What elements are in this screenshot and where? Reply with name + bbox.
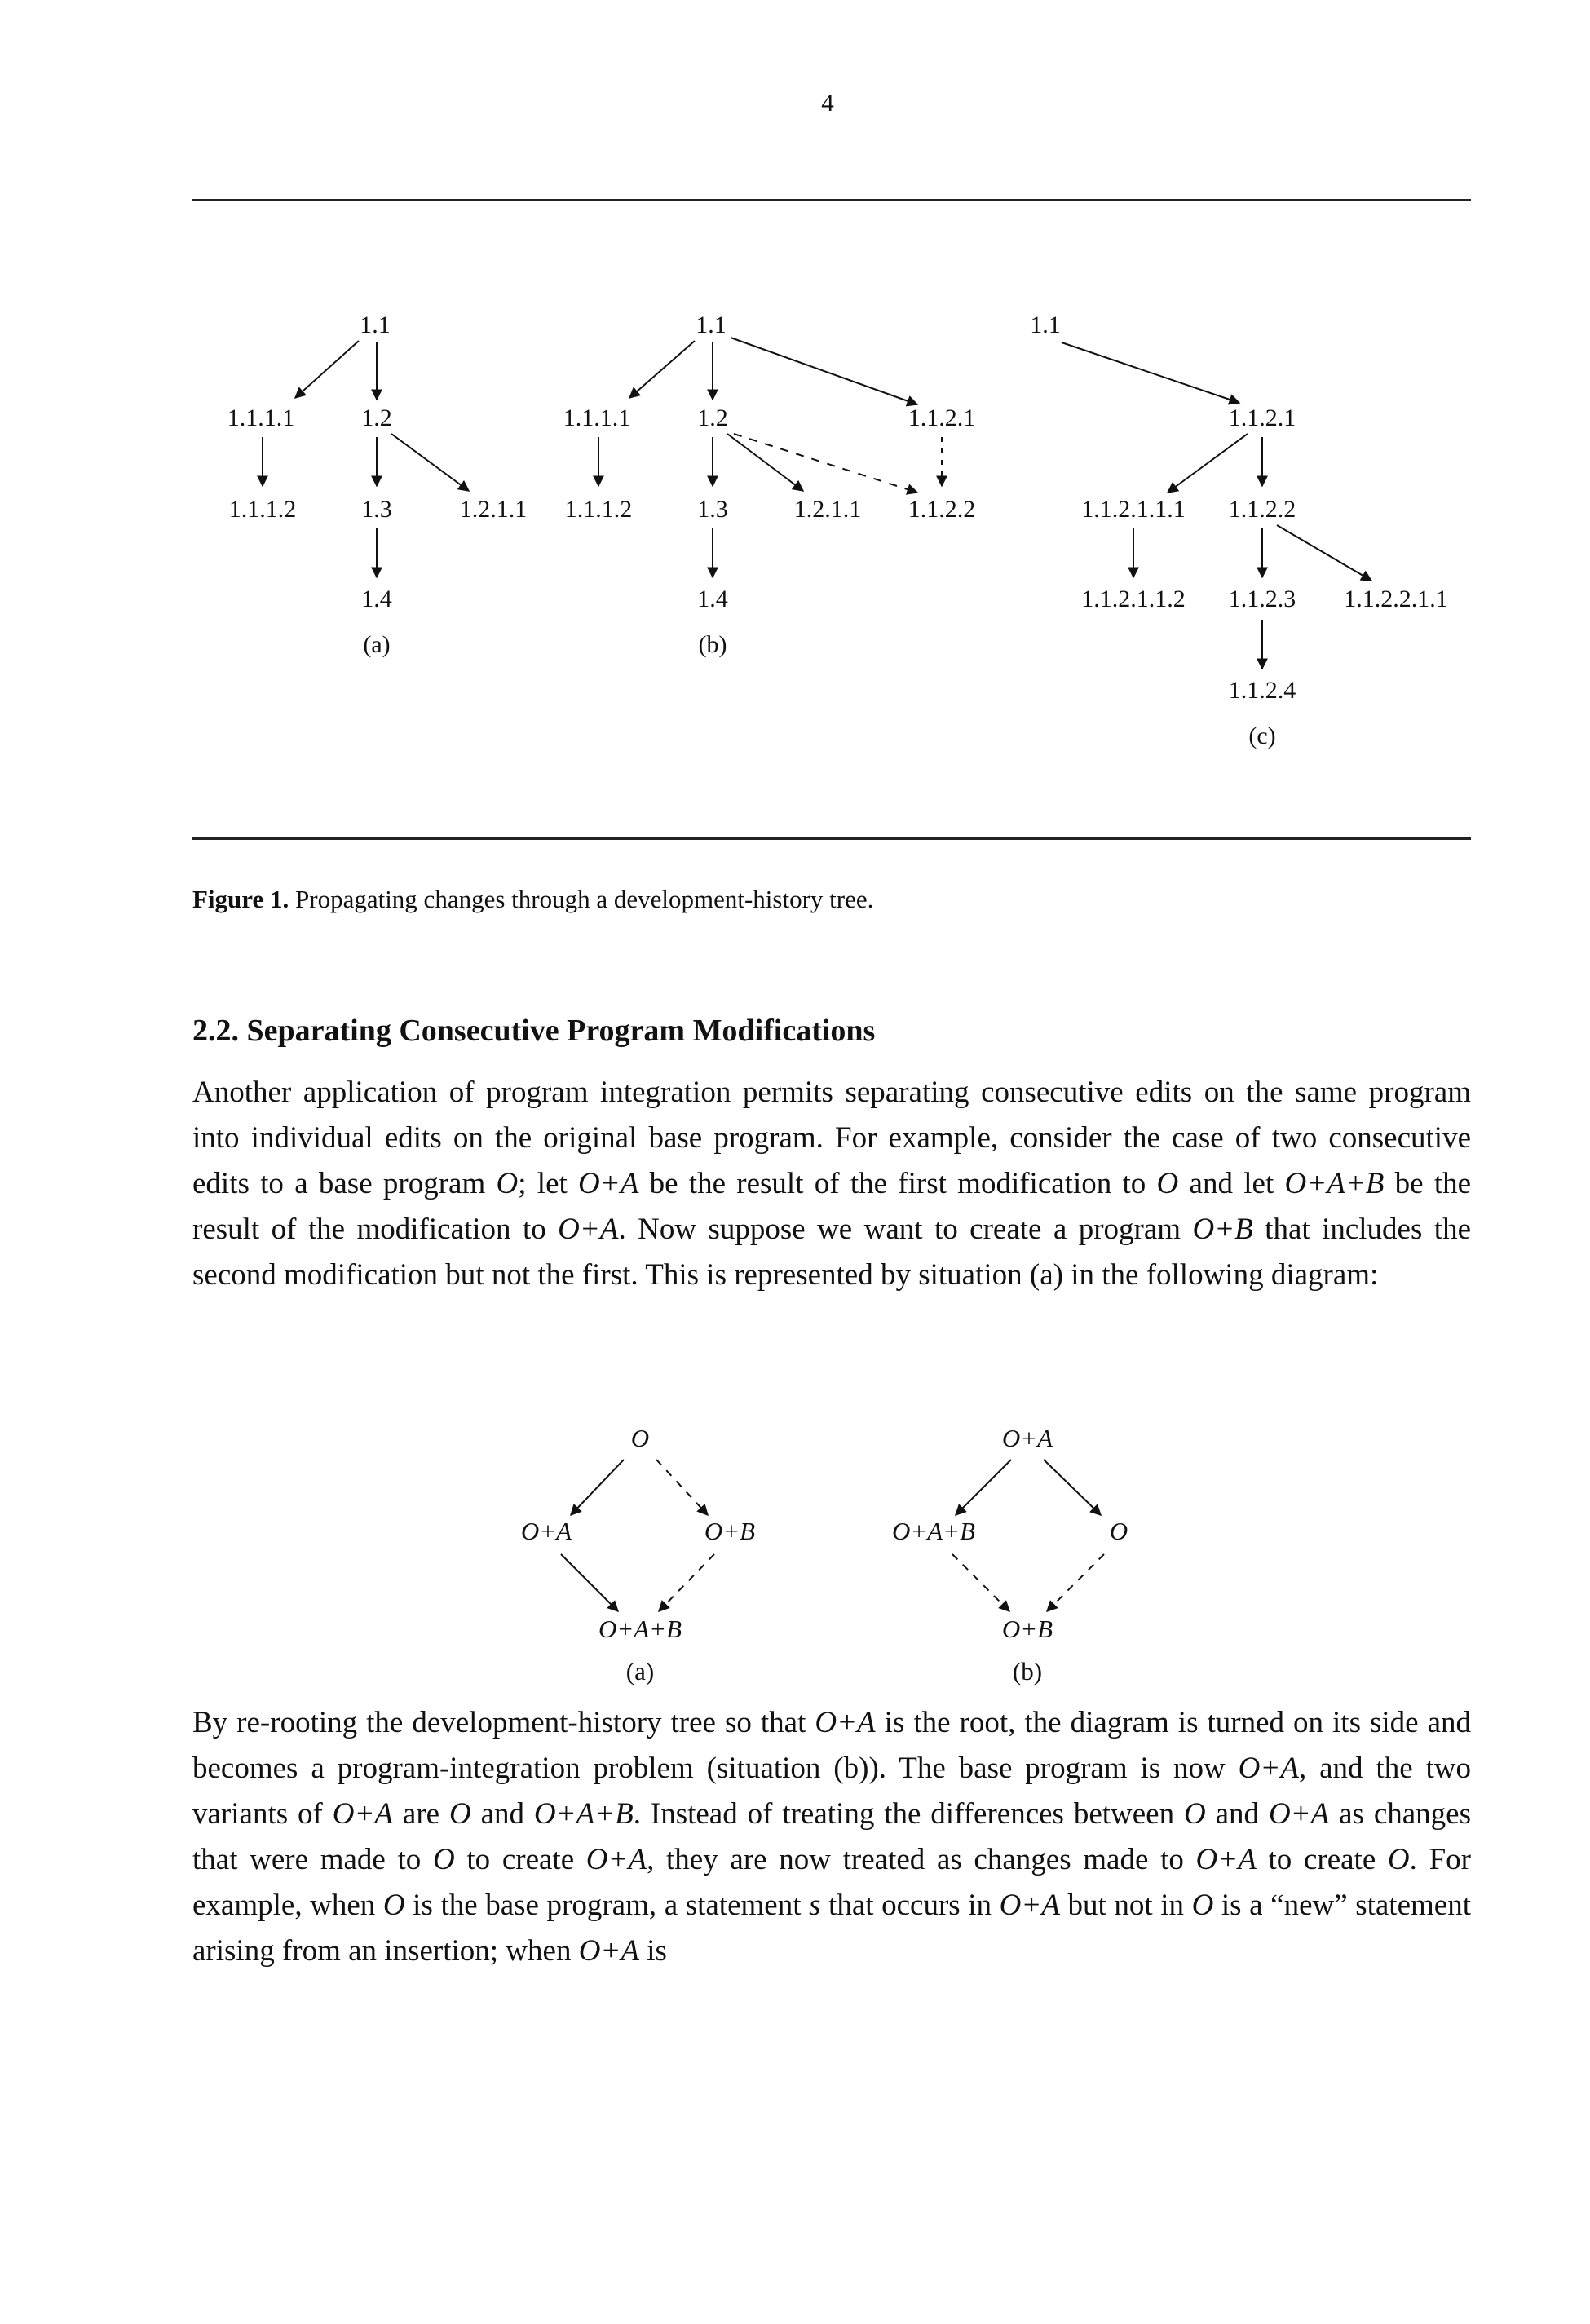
figure-1-panel-a	[227, 311, 528, 658]
tree-node: 1.3	[361, 496, 392, 523]
tree-edge	[391, 434, 469, 491]
page-number: 4	[821, 88, 834, 117]
caption-label: Figure 1.	[192, 885, 289, 913]
tree-node: 1.1.2.2	[1228, 496, 1296, 523]
diagram-edge	[1044, 1460, 1101, 1515]
tree-edge	[1277, 525, 1371, 581]
panel-label: (a)	[363, 631, 391, 658]
figure-1-panel-c	[1030, 311, 1448, 749]
panel-label: (b)	[698, 631, 727, 658]
diagram-edge	[561, 1554, 618, 1611]
diagram-node: O+B	[1001, 1615, 1053, 1643]
tree-edge	[629, 341, 695, 398]
diagram-node: O	[1109, 1517, 1128, 1545]
diagram-edge-dashed	[659, 1554, 714, 1611]
tree-node: 1.1.2.1.1.1	[1081, 496, 1186, 523]
figure-1-panel-b	[563, 311, 976, 658]
caption-text: Propagating changes through a development-history tree.	[295, 885, 874, 913]
tree-node: 1.1.2.1	[908, 404, 976, 431]
diagram-node: O+A	[520, 1517, 572, 1545]
diagram-label: (a)	[625, 1657, 655, 1686]
diagram-node: O+A	[1001, 1424, 1053, 1452]
diagram-edge-dashed	[952, 1554, 1009, 1611]
tree-edge	[1168, 434, 1248, 493]
diagram-node: O	[630, 1424, 650, 1452]
tree-edge	[1062, 342, 1239, 403]
tree-edge	[727, 434, 803, 491]
tree-node: 1.2	[361, 404, 392, 431]
tree-edge-dashed	[734, 434, 917, 493]
tree-node: 1.1.2.1	[1228, 404, 1296, 431]
tree-edge	[295, 341, 359, 398]
tree-node: 1.4	[361, 585, 392, 612]
tree-node: 1.3	[697, 496, 728, 523]
tree-edges	[598, 338, 942, 577]
tree-node: 1.1.1.2	[564, 496, 633, 523]
tree-node: 1.1	[360, 311, 391, 338]
section-heading: 2.2. Separating Consecutive Program Modifications	[192, 1014, 876, 1048]
figure-2-diagrams	[0, 1403, 1590, 1704]
diagram-edge-dashed	[1047, 1554, 1104, 1611]
tree-node: 1.2.1.1	[459, 496, 528, 523]
tree-node: 1.1.2.2	[908, 496, 976, 523]
panel-label: (c)	[1248, 722, 1276, 749]
tree-node: 1.1.1.1	[563, 404, 631, 431]
diagram-edge	[571, 1460, 624, 1515]
tree-node: 1.1.2.2.1.1	[1344, 585, 1448, 612]
tree-node: 1.4	[697, 585, 728, 612]
tree-node: 1.2	[697, 404, 728, 431]
diagram-node: O+A+B	[598, 1615, 682, 1643]
tree-node: 1.1.2.4	[1228, 677, 1296, 704]
tree-node: 1.1	[696, 311, 727, 338]
paragraph-1: Another application of program integration permits separating consecutive edits on the same program into individual edits on the original base program. For example, consider the case of two consecutive edits to a base program O; let O+A be the result of the first modification to O and let O+A+B be the result of the modification to O+A. Now suppose we want to create a program O+B that includes the second modification but not the first. This is represented by situation (a) in the following diagram:	[192, 1076, 1472, 1292]
diagram-node: O+B	[704, 1517, 756, 1545]
diagram-a	[521, 1424, 755, 1686]
tree-node: 1.1.1.1	[227, 404, 295, 431]
tree-node: 1.1.2.3	[1228, 585, 1296, 612]
diagram-edge	[956, 1460, 1011, 1515]
tree-node: 1.1.1.2	[228, 496, 297, 523]
tree-node: 1.2.1.1	[793, 496, 862, 523]
diagram-edge-dashed	[656, 1460, 708, 1515]
tree-edge	[731, 338, 917, 404]
paragraph-2: By re-rooting the development-history tree so that O+A is the root, the diagram is turned on its side and becomes a program-integration problem (situation (b)). The base program is now O+A, and the two variants of O+A are O and O+A+B. Instead of treating the differences between O and O+A as changes that were made to O to create O+A, they are now treated as changes made to O+A to create O. For example, when O is the base program, a statement s that occurs in O+A but not in O is a “new” statement arising from an insertion; when O+A is	[192, 1706, 1471, 1968]
diagram-node: O+A+B	[891, 1517, 976, 1545]
tree-node: 1.1.2.1.1.2	[1081, 585, 1186, 612]
tree-edges	[263, 341, 469, 577]
diagram-label: (b)	[1012, 1657, 1043, 1686]
figure-1-caption	[192, 885, 873, 914]
tree-node: 1.1	[1030, 311, 1061, 338]
diagram-b	[892, 1424, 1128, 1686]
bottom-rule	[192, 837, 1471, 840]
figure-1-trees	[0, 0, 1590, 897]
